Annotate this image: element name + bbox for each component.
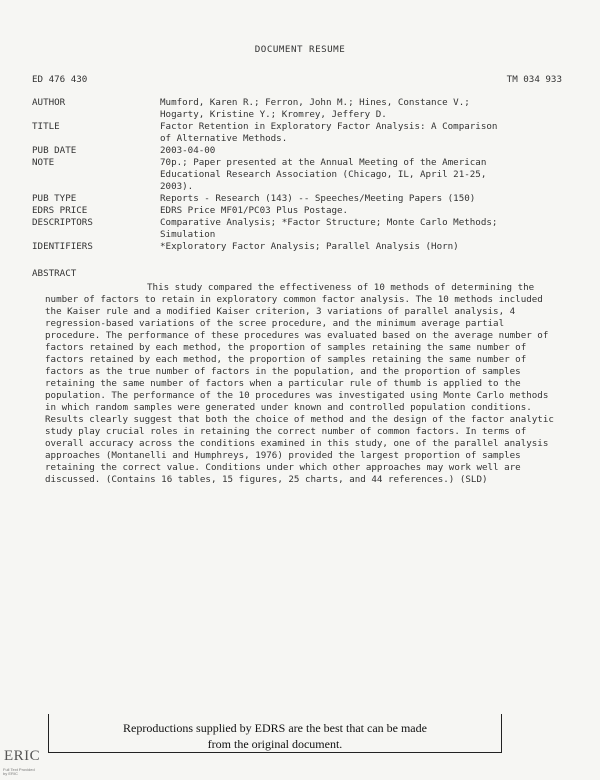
reproduction-notice-line1: Reproductions supplied by EDRS are the best that can be made xyxy=(123,721,427,735)
field-value: Comparative Analysis; *Factor Structure; Monte Carlo Methods; Simulation xyxy=(160,217,498,240)
field-label: AUTHOR xyxy=(32,97,66,108)
abstract-label: ABSTRACT xyxy=(32,268,77,279)
field-descriptors xyxy=(32,217,572,241)
field-value: Mumford, Karen R.; Ferron, John M.; Hines, Constance V.; Hogarty, Kristine Y.; Kromrey, Jeffery D. xyxy=(160,97,470,120)
field-label: PUB TYPE xyxy=(32,193,77,204)
eric-logo-text: ERIC xyxy=(4,748,41,764)
field-value: 70p.; Paper presented at the Annual Meeting of the American Educational Research Association (Chicago, IL, April 21-25, 2003). xyxy=(160,157,487,192)
field-label: IDENTIFIERS xyxy=(32,241,93,252)
field-value: *Exploratory Factor Analysis; Parallel Analysis (Horn) xyxy=(160,241,459,252)
field-value: EDRS Price MF01/PC03 Plus Postage. xyxy=(160,205,349,216)
abstract-text: This study compared the effectiveness of 10 methods of determining the number of factors to retain in exploratory common factor analysis. The 10 methods included the Kaiser rule and a modified Kaiser criterion, 3 variations of parallel analysis, 4 regression-based variations of the scree procedure, and the minimum average partial procedure. The performance of these procedures was evaluated based on the average number of factors retained by each method, the proportion of samples retaining the same number of factors retained by each method, the proportion of samples retaining the same number of factors as the true number of factors in the population, and the proportion of samples retaining the same number of factors when a particular rule of thumb is applied to the population. The performance of the 10 procedures was investigated using Monte Carlo methods in which random samples were generated under known and controlled population conditions. Results clearly suggest that both the choice of method and the design of the factor analytic study play crucial roles in retaining the correct number of common factors. In terms of overall accuracy across the conditions examined in this study, one of the parallel analysis approaches (Montanelli and Humphreys, 1976) provided the largest proportion of samples retaining the correct value. Conditions under which other approaches may work well are discussed. (Contains 16 tables, 15 figures, 25 charts, and 44 references.) (SLD) xyxy=(45,282,554,485)
field-identifiers xyxy=(32,241,572,253)
field-value: 2003-04-00 xyxy=(160,145,216,156)
field-label: DESCRIPTORS xyxy=(32,217,93,228)
field-label: PUB DATE xyxy=(32,145,77,156)
ed-number: ED 476 430 xyxy=(32,74,88,85)
field-label: NOTE xyxy=(32,157,55,168)
field-value: Reports - Research (143) -- Speeches/Meeting Papers (150) xyxy=(160,193,476,204)
field-author xyxy=(32,97,572,121)
eric-logo xyxy=(2,742,41,776)
field-note xyxy=(32,157,572,193)
reproduction-notice-line2: from the original document. xyxy=(207,737,343,751)
eric-logo-subtext: Full Text Provided by ERIC xyxy=(3,767,35,776)
field-pub-type xyxy=(32,193,572,205)
field-label: TITLE xyxy=(32,121,60,132)
accession-line xyxy=(32,74,562,86)
tm-number: TM 034 933 xyxy=(506,74,562,85)
field-edrs-price xyxy=(32,205,572,217)
field-label: EDRS PRICE xyxy=(32,205,88,216)
field-value: Factor Retention in Exploratory Factor Analysis: A Comparison of Alternative Methods. xyxy=(160,121,498,144)
footer-rule xyxy=(48,752,502,753)
field-title xyxy=(32,121,572,145)
field-pub-date xyxy=(32,145,572,157)
metadata-fields xyxy=(32,97,572,253)
document-title: DOCUMENT RESUME xyxy=(254,44,346,55)
reproduction-notice xyxy=(48,714,502,752)
